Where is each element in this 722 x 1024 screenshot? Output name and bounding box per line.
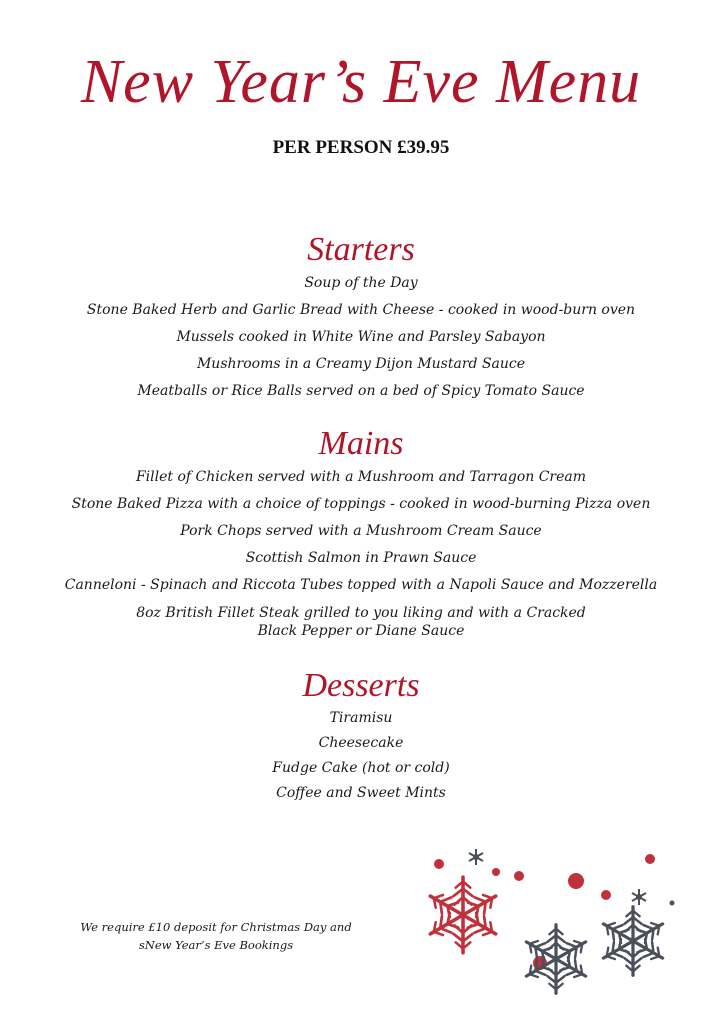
deposit-note-line: sNew Year’s Eve Bookings [138,938,294,952]
menu-item: Stone Baked Herb and Garlic Bread with Cheese - cooked in wood-burn oven [86,302,636,318]
mains-list [0,464,722,640]
mains-section [0,424,722,640]
price-per-person: PER PERSON £39.95 [272,137,450,158]
menu-item: Mussels cooked in White Wine and Parsley Sabayon [176,329,546,345]
menu-title: New Year’s Eve Menu [80,48,642,116]
menu-item: Mushrooms in a Creamy Dijon Mustard Sauce [196,356,526,372]
menu-item: Scottish Salmon in Prawn Sauce [245,550,477,566]
menu-item: Fudge Cake (hot or cold) [272,760,450,776]
menu-item: Meatballs or Rice Balls served on a bed of Spicy Tomato Sauce [137,383,585,399]
snowflake-icon [632,889,646,905]
snowflake-icon [426,877,501,953]
menu-item: Soup of the Day [304,275,418,291]
menu-item: Fillet of Chicken served with a Mushroom and Tarragon Cream [135,469,587,485]
deposit-note-line: We require £10 deposit for Christmas Day and [80,920,352,934]
menu-item: Coffee and Sweet Mints [276,785,446,801]
snowflake-icon [522,925,590,993]
menu-item-line: 8oz British Fillet Steak grilled to you liking and with a Cracked [136,605,586,621]
menu-item: Canneloni - Spinach and Riccota Tubes topped with a Napoli Sauce and Mozzerella [64,577,658,593]
desserts-list [0,706,722,806]
menu-item-steak [0,599,722,640]
snowflake-icon [469,849,483,865]
starters-heading: Starters [307,231,415,268]
deposit-note [40,918,392,954]
mains-heading: Mains [318,425,404,462]
menu-item: Tiramisu [329,710,393,726]
starters-list [0,270,722,405]
menu-item: Cheesecake [318,735,404,751]
menu-item: Stone Baked Pizza with a choice of toppings - cooked in wood-burning Pizza oven [71,496,651,512]
snowflake-decoration [410,835,710,1020]
desserts-section [0,666,722,806]
snowflake-icon [599,907,667,975]
desserts-heading: Desserts [302,667,420,704]
menu-item: Pork Chops served with a Mushroom Cream Sauce [180,523,542,539]
menu-item-line: Black Pepper or Diane Sauce [257,623,465,639]
starters-section [0,230,722,405]
